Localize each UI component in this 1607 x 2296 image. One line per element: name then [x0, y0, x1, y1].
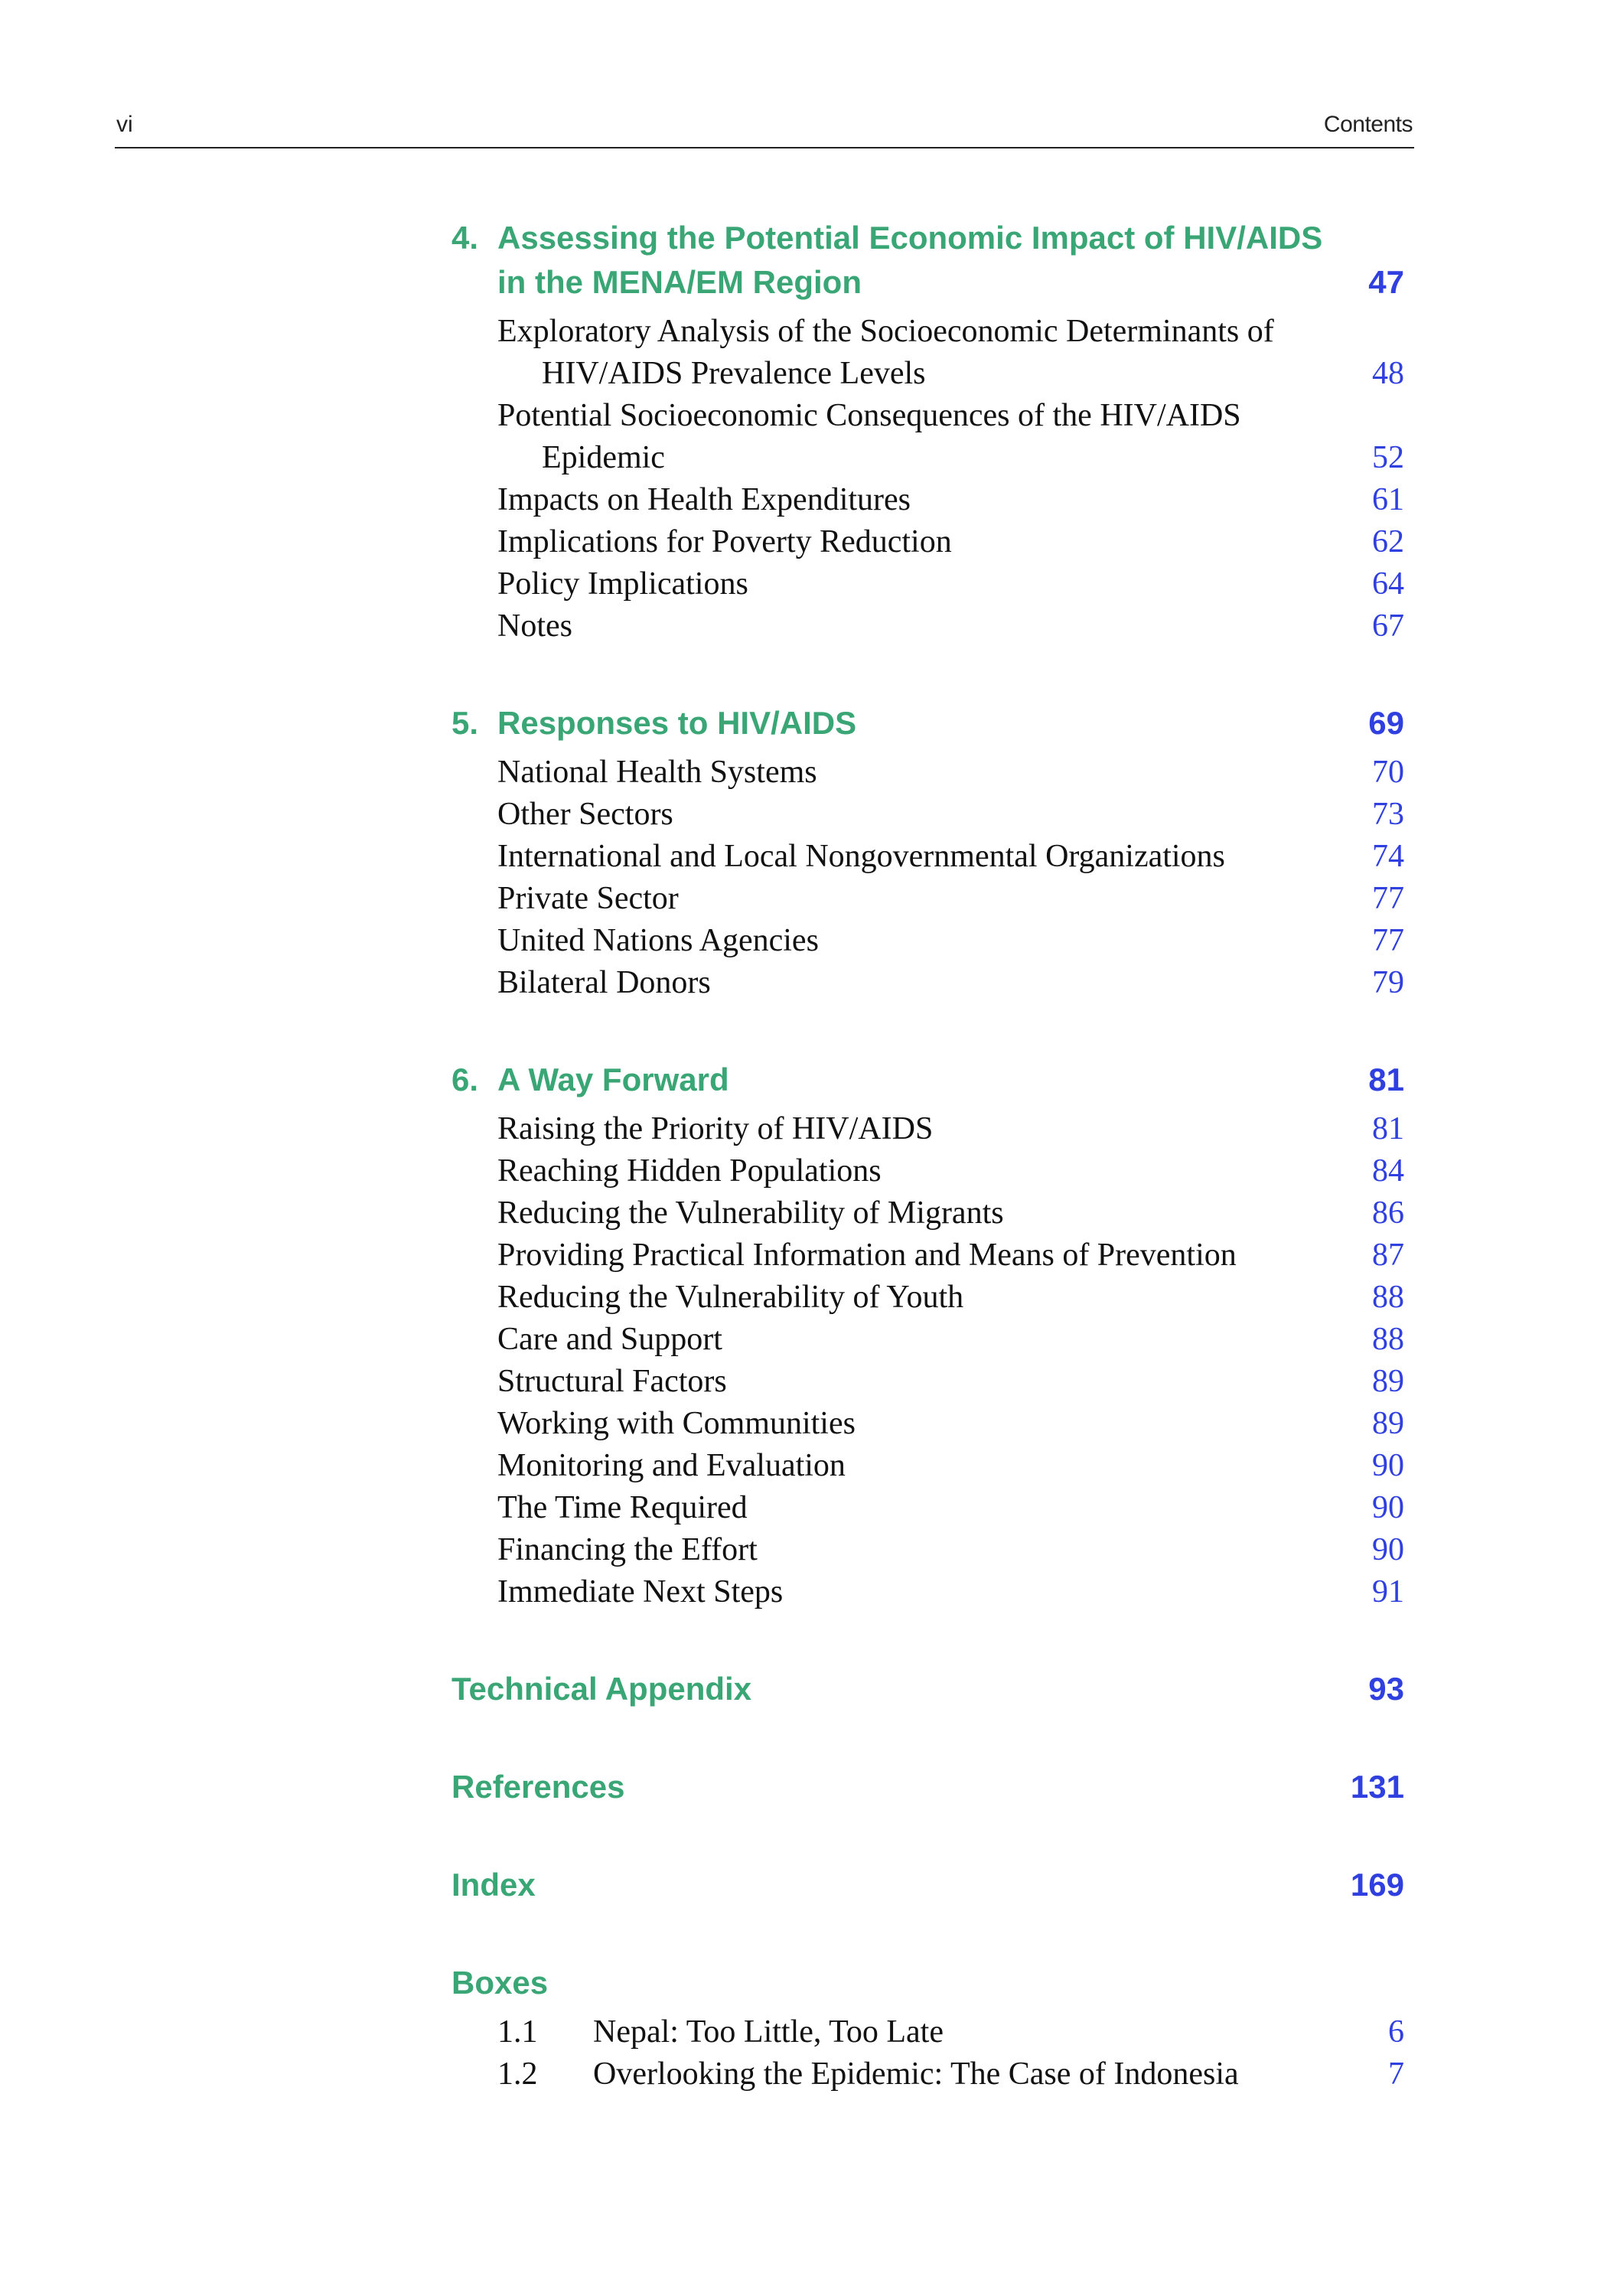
entry-title: Private Sector	[497, 881, 679, 916]
entry-title: Reducing the Vulnerability of Youth	[497, 1280, 964, 1315]
chapter-heading[interactable]	[451, 1863, 1404, 1907]
section-title: Contents	[1323, 112, 1413, 137]
entry-title: National Health Systems	[497, 755, 817, 790]
entry-title: Monitoring and Evaluation	[497, 1448, 846, 1483]
toc-entry[interactable]	[451, 1403, 1404, 1445]
technical-appendix	[451, 1667, 1404, 1711]
chapter-4	[451, 216, 1404, 647]
toc-entry[interactable]	[451, 311, 1404, 395]
chapter-title-text: Responses to HIV/AIDS	[497, 705, 857, 741]
table-of-contents	[451, 216, 1404, 2095]
chapter-5	[451, 701, 1404, 1004]
chapter-entries	[451, 752, 1404, 1004]
toc-entry[interactable]	[451, 794, 1404, 836]
toc-entry[interactable]	[451, 479, 1404, 521]
entry-title: Exploratory Analysis of the Socioeconomic Determinants of HIV/AIDS Prevalence Levels	[497, 314, 1274, 391]
toc-entry[interactable]	[451, 920, 1404, 962]
chapter-title[interactable]: Technical Appendix	[451, 1671, 752, 1707]
chapter-title[interactable]	[451, 216, 1354, 305]
entry-page[interactable]: 74	[1372, 839, 1404, 874]
entry-title: Notes	[497, 608, 572, 644]
entry-title: Other Sectors	[497, 797, 673, 832]
chapter-number: 4.	[451, 220, 479, 256]
entry-title: International and Local Nongovernmental Organizations	[497, 839, 1225, 874]
entry-title: Reaching Hidden Populations	[497, 1153, 882, 1189]
entry-page[interactable]: 52	[1372, 440, 1404, 475]
entry-page[interactable]: 64	[1372, 566, 1404, 602]
page-number: vi	[116, 112, 133, 137]
entry-page[interactable]: 73	[1372, 797, 1404, 832]
entry-title: Immediate Next Steps	[497, 1574, 784, 1609]
toc-entry[interactable]	[451, 1529, 1404, 1571]
toc-entry[interactable]	[451, 1361, 1404, 1403]
toc-entry[interactable]	[451, 521, 1404, 563]
running-header	[115, 107, 1414, 148]
toc-entry[interactable]	[451, 1150, 1404, 1192]
chapter-page[interactable]: 81	[1368, 1062, 1404, 1097]
chapter-6	[451, 1058, 1404, 1613]
chapter-page[interactable]: 69	[1368, 705, 1404, 741]
toc-entry[interactable]	[451, 752, 1404, 794]
box-number: 1.1	[497, 2014, 538, 2050]
toc-entry[interactable]	[451, 1234, 1404, 1277]
chapter-heading[interactable]	[451, 701, 1404, 745]
entry-page[interactable]: 70	[1372, 755, 1404, 790]
entry-page[interactable]: 7	[1388, 2056, 1404, 2092]
entry-title: Reducing the Vulnerability of Migrants	[497, 1195, 1004, 1231]
chapter-heading[interactable]	[451, 216, 1404, 305]
box-title: Nepal: Too Little, Too Late	[593, 2014, 944, 2050]
chapter-number: 6.	[451, 1062, 479, 1097]
entry-page[interactable]: 88	[1372, 1280, 1404, 1315]
entry-page[interactable]: 91	[1372, 1574, 1404, 1609]
toc-entry[interactable]	[451, 1445, 1404, 1487]
toc-entry[interactable]	[451, 1571, 1404, 1613]
chapter-title-text: Assessing the Potential Economic Impact of HIV/AIDS in the MENA/EM Region	[497, 220, 1323, 300]
boxes-heading: Boxes	[451, 1965, 549, 2001]
entry-page[interactable]: 90	[1372, 1490, 1404, 1525]
toc-entry[interactable]	[451, 563, 1404, 605]
entry-title: Implications for Poverty Reduction	[497, 524, 952, 559]
chapter-page[interactable]: 93	[1368, 1671, 1404, 1707]
chapter-entries	[451, 311, 1404, 647]
entry-page[interactable]: 48	[1372, 356, 1404, 391]
entry-page[interactable]: 90	[1372, 1448, 1404, 1483]
chapter-page[interactable]: 169	[1350, 1867, 1404, 1903]
chapter-page[interactable]: 47	[1368, 264, 1404, 300]
toc-entry[interactable]	[451, 878, 1404, 920]
toc-entry[interactable]	[451, 1108, 1404, 1150]
chapter-heading[interactable]	[451, 1667, 1404, 1711]
entry-page[interactable]: 6	[1388, 2014, 1404, 2050]
entry-title: Working with Communities	[497, 1406, 856, 1441]
toc-entry[interactable]	[451, 836, 1404, 878]
toc-entry[interactable]	[451, 962, 1404, 1004]
entry-page[interactable]: 87	[1372, 1238, 1404, 1273]
box-number: 1.2	[497, 2056, 538, 2092]
box-entry[interactable]	[451, 2053, 1404, 2095]
toc-entry[interactable]	[451, 605, 1404, 647]
entry-title: Bilateral Donors	[497, 965, 711, 1000]
chapter-title[interactable]: Index	[451, 1867, 536, 1903]
references	[451, 1765, 1404, 1809]
entry-title: Potential Socioeconomic Consequences of the HIV/AIDS Epidemic	[497, 398, 1241, 475]
chapter-number: 5.	[451, 705, 479, 741]
box-title: Overlooking the Epidemic: The Case of Indonesia	[593, 2056, 1239, 2092]
chapter-title-text: A Way Forward	[497, 1062, 729, 1097]
entry-title: Raising the Priority of HIV/AIDS	[497, 1111, 934, 1146]
entry-title: Structural Factors	[497, 1364, 727, 1399]
chapter-title[interactable]: References	[451, 1769, 625, 1805]
entry-page[interactable]: 79	[1372, 965, 1404, 1000]
entry-page[interactable]: 86	[1372, 1195, 1404, 1231]
entry-page[interactable]: 67	[1372, 608, 1404, 644]
entry-title: The Time Required	[497, 1490, 748, 1525]
entry-page[interactable]: 61	[1372, 482, 1404, 517]
entry-page[interactable]: 89	[1372, 1364, 1404, 1399]
chapter-page[interactable]: 131	[1350, 1769, 1404, 1805]
chapter-entries	[451, 1108, 1404, 1613]
entry-title: Financing the Effort	[497, 1532, 758, 1567]
chapter-heading[interactable]	[451, 1058, 1404, 1102]
entry-page[interactable]: 77	[1372, 923, 1404, 958]
chapter-title[interactable]	[451, 701, 1354, 745]
entry-page[interactable]: 77	[1372, 881, 1404, 916]
toc-entry[interactable]	[451, 1277, 1404, 1319]
index	[451, 1863, 1404, 1907]
entry-page[interactable]: 89	[1372, 1406, 1404, 1441]
boxes-section	[451, 1961, 1404, 2095]
entry-title: United Nations Agencies	[497, 923, 819, 958]
entry-title: Care and Support	[497, 1322, 722, 1357]
boxes-list	[451, 2011, 1404, 2095]
toc-entry[interactable]	[451, 395, 1404, 479]
entry-page[interactable]: 84	[1372, 1153, 1404, 1189]
toc-entry[interactable]	[451, 1487, 1404, 1529]
entry-page[interactable]: 88	[1372, 1322, 1404, 1357]
toc-entry[interactable]	[451, 1192, 1404, 1234]
entry-page[interactable]: 81	[1372, 1111, 1404, 1146]
entry-page[interactable]: 90	[1372, 1532, 1404, 1567]
box-entry[interactable]	[451, 2011, 1404, 2053]
entry-title: Impacts on Health Expenditures	[497, 482, 911, 517]
entry-page[interactable]: 62	[1372, 524, 1404, 559]
entry-title: Policy Implications	[497, 566, 748, 602]
entry-title: Providing Practical Information and Means of Prevention	[497, 1238, 1237, 1273]
boxes-heading-row	[451, 1961, 1404, 2005]
chapter-title[interactable]	[451, 1058, 1354, 1102]
chapter-heading[interactable]	[451, 1765, 1404, 1809]
toc-entry[interactable]	[451, 1319, 1404, 1361]
